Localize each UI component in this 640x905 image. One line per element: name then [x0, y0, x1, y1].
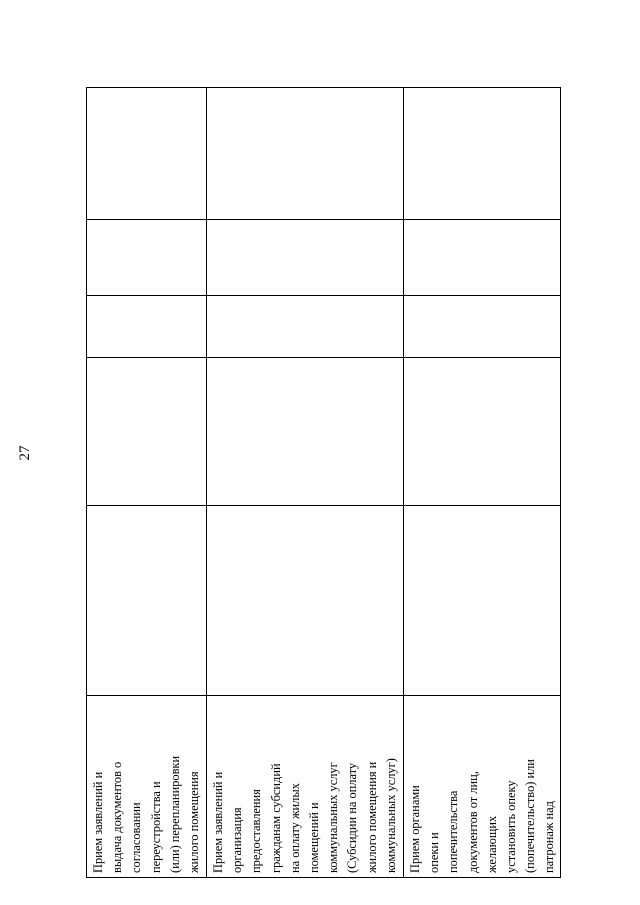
page-number: 27: [17, 445, 33, 461]
empty-cell: [207, 220, 404, 296]
empty-cell: [87, 296, 207, 358]
service-text-line: попечительства: [446, 790, 461, 873]
service-text-line: помещений и: [307, 802, 322, 873]
service-text-line: Прием органами: [408, 785, 422, 873]
empty-cell: [404, 220, 561, 296]
empty-cell: [207, 296, 404, 358]
service-text-line: на оплату жилых: [287, 783, 302, 873]
service-text-line: переустройства и: [148, 781, 163, 873]
empty-cell: [404, 506, 561, 696]
service-text-line: патронаж над: [542, 801, 557, 873]
empty-cell: [404, 88, 561, 220]
service-text-line: (попечительство) или: [523, 759, 538, 873]
empty-cell: [404, 358, 561, 506]
service-text-line: организация: [230, 807, 245, 873]
service-text-line: Прием заявлений и: [211, 771, 225, 873]
service-text-line: установить опеку: [504, 780, 519, 873]
empty-cell: [404, 296, 561, 358]
empty-cell: [87, 88, 207, 220]
empty-cell: [207, 358, 404, 506]
service-text-line: документов от лиц,: [465, 771, 480, 873]
table-row: [87, 88, 207, 878]
service-text-line: выдача документов о: [110, 761, 125, 873]
empty-cell: [87, 220, 207, 296]
service-name-cell: [207, 696, 404, 878]
service-text-line: жилого помещения: [187, 771, 202, 873]
service-text-line: жилого помещения и: [364, 761, 379, 873]
table-row: [404, 88, 561, 878]
service-text-line: коммунальных услуг: [326, 762, 341, 873]
service-text-line: (или) перепланировки: [167, 755, 182, 873]
empty-cell: [87, 506, 207, 696]
services-table: [86, 88, 557, 878]
service-text-line: согласовании: [129, 802, 144, 873]
service-text-line: Прием заявлений и: [91, 771, 105, 873]
table-row: [207, 88, 404, 878]
service-text-line: опеки и: [427, 832, 442, 873]
service-name-cell: [87, 696, 207, 878]
service-name-cell: [404, 696, 561, 878]
services-table-grid: [86, 87, 561, 878]
empty-cell: [207, 506, 404, 696]
service-text-line: коммунальных услуг): [383, 758, 398, 873]
empty-cell: [207, 88, 404, 220]
service-text-line: (Субсидии на оплату: [345, 762, 360, 873]
service-text-line: гражданам субсидий: [268, 763, 283, 873]
service-text-line: желающих: [484, 815, 499, 873]
empty-cell: [87, 358, 207, 506]
service-text-line: предоставления: [249, 789, 264, 873]
